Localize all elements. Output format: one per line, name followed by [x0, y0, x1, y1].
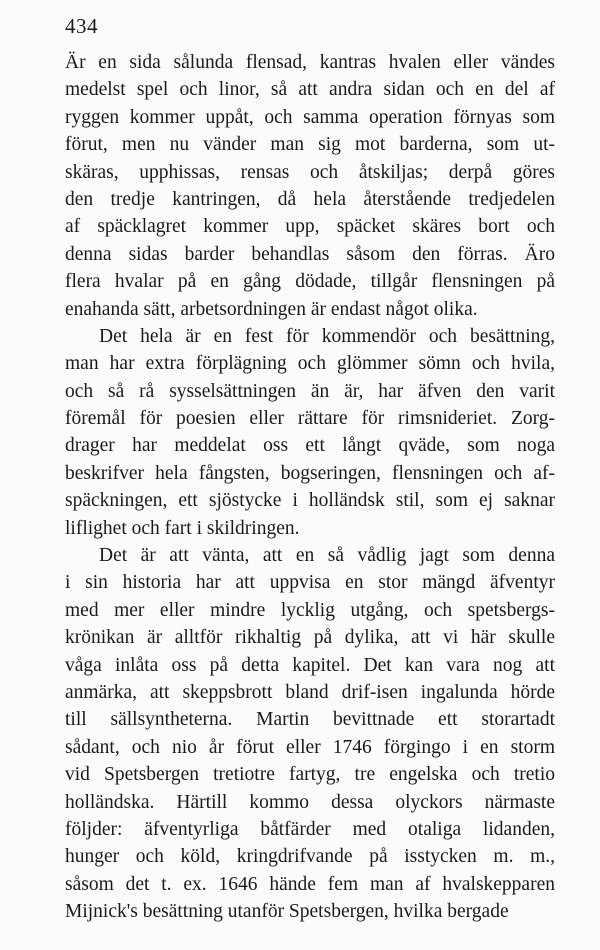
- body-text: [65, 49, 555, 926]
- text-line: den tredje kantringen, då hela återstående tredjedelen: [65, 188, 555, 210]
- text-line: liflighet och fart i skildringen.: [65, 517, 300, 539]
- text-line: såsom det t. ex. 1646 hände fem man af hvalskepparen: [65, 873, 555, 895]
- text-line: anmärka, att skeppsbrott bland drif-isen ingalunda hörde: [65, 681, 555, 703]
- text-line: med mer eller mindre lycklig utgång, och spetsbergs-: [65, 599, 555, 621]
- text-line: medelst spel och linor, så att andra sidan och en del af: [65, 79, 555, 101]
- text-line: enahanda sätt, arbetsordningen är endast något olika.: [65, 298, 478, 320]
- text-line: drager har meddelat oss ett långt qväde, som noga: [65, 435, 555, 457]
- text-line: krönikan är alltför rikhaltig på dylika, att vi här skulle: [65, 627, 555, 649]
- text-line: vid Spetsbergen tretiotre fartyg, tre engelska och tretio: [65, 764, 555, 786]
- text-line: i sin historia har att uppvisa en stor mängd äfventyr: [65, 572, 555, 594]
- text-line: sådant, och nio år förut eller 1746 förgingo i en storm: [65, 736, 555, 758]
- text-line: man har extra förplägning och glömmer sömn och hvila,: [65, 353, 555, 375]
- page-number: 434: [65, 14, 98, 38]
- text-line: späckningen, ett sjöstycke i holländsk stil, som ej saknar: [65, 490, 555, 512]
- text-line: Det hela är en fest för kommendör och besättning,: [99, 325, 555, 347]
- text-line: af späcklagret kommer upp, späcket skäres bort och: [65, 216, 555, 238]
- text-line: Är en sida sålunda flensad, kantras hvalen eller vändes: [65, 52, 555, 73]
- text-line: beskrifver hela fångsten, bogseringen, flensningen och af-: [65, 462, 555, 484]
- text-line: förut, men nu vänder man sig mot barderna, som ut-: [65, 134, 555, 156]
- text-line: hunger och köld, kringdrifvande på isstycken m. m.,: [65, 846, 555, 868]
- text-line: skäras, upphissas, rensas och åtskiljas; derpå göres: [65, 161, 555, 183]
- text-line: Det är att vänta, att en så vådlig jagt som denna: [99, 545, 555, 567]
- paragraph: [65, 49, 555, 323]
- text-line: ryggen kommer uppåt, och samma operation förnyas som: [65, 106, 555, 128]
- text-line: flera hvalar på en gång dödade, tillgår flensningen på: [65, 271, 555, 293]
- text-line: våga inlåta oss på detta kapitel. Det kan vara nog att: [65, 654, 555, 676]
- paragraph: [65, 542, 555, 925]
- text-line: till sällsyntheterna. Martin bevittnade ett storartadt: [65, 709, 555, 731]
- paragraph: [65, 323, 555, 542]
- text-line: föremål för poesien eller rättare för rimsnideriet. Zorg-: [65, 408, 555, 430]
- text-line: följder: äfventyrliga båtfärder med otaliga lidanden,: [65, 818, 555, 840]
- text-line: Mijnick's besättning utanför Spetsbergen, hvilka bergade: [65, 901, 509, 923]
- text-line: denna sidas barder behandlas såsom den förras. Äro: [65, 243, 555, 265]
- text-line: holländska. Härtill kommo dessa olyckors närmaste: [65, 791, 555, 813]
- text-line: och så rå sysselsättningen än är, har äfven den varit: [65, 380, 555, 402]
